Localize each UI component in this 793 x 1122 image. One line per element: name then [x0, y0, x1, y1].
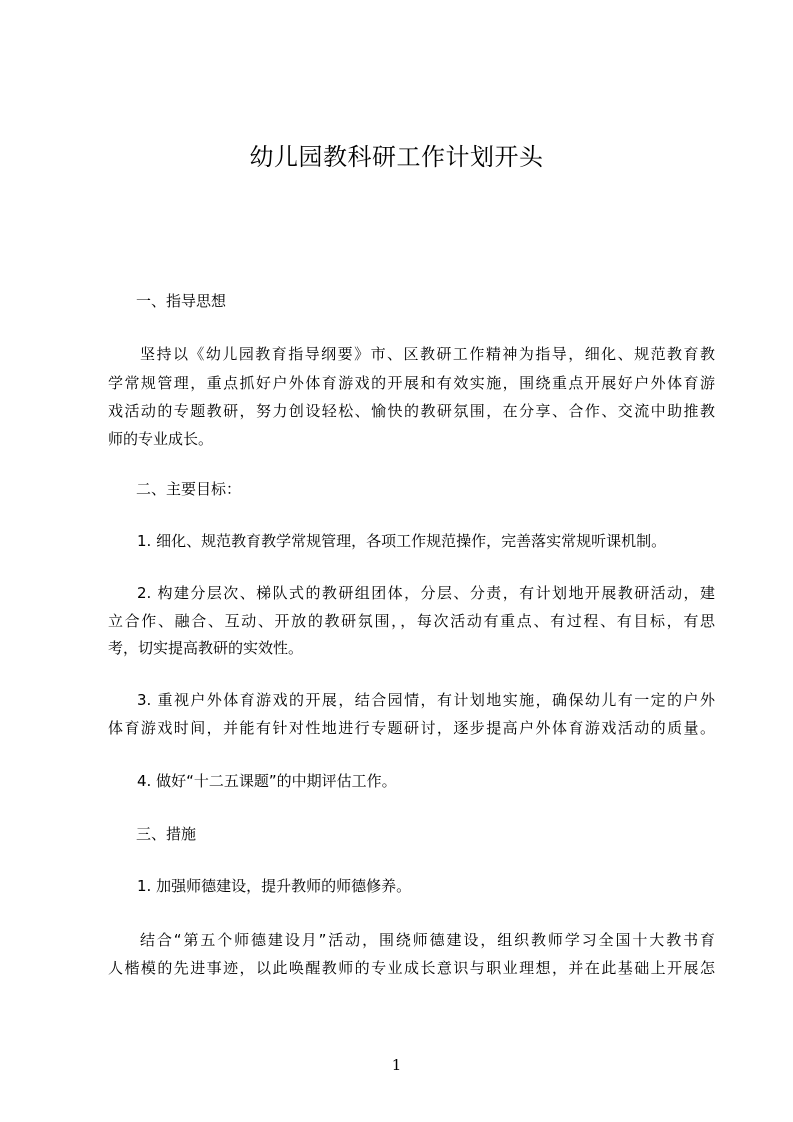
paragraph-line: 学常规管理，重点抓好户外体育游戏的开展和有效实施，围绕重点开展好户外体育游	[108, 374, 715, 392]
measure-item-1-heading: 1. 加强师德建设，提升教师的师德修养。	[137, 877, 412, 895]
section-heading-guiding-ideology: 一、指导思想	[136, 292, 227, 310]
document-title: 幼儿园教科研工作计划开头	[249, 143, 544, 171]
page-number: 1	[391, 1056, 402, 1074]
paragraph-line: 师的专业成长。	[108, 430, 214, 448]
goal-item-4: 4. 做好“十二五课题”的中期评估工作。	[137, 772, 397, 790]
paragraph-line: 结合“第五个师德建设月”活动，围绕师德建设，组织教师学习全国十大教书育	[140, 931, 715, 949]
paragraph-line: 戏活动的专题教研，努力创设轻松、愉快的教研氛围，在分享、合作、交流中助推教	[108, 402, 715, 420]
section-heading-main-goals: 二、主要目标：	[136, 480, 242, 498]
goal-item-3-line: 3. 重视户外体育游戏的开展，结合园情，有计划地实施，确保幼儿有一定的户外	[137, 691, 715, 709]
goal-item-2-line: 2. 构建分层次、梯队式的教研组团体，分层、分责，有计划地开展教研活动，建	[137, 584, 715, 602]
goal-item-2-line: 考，切实提高教研的实效性。	[108, 639, 304, 657]
section-heading-measures: 三、措施	[136, 825, 197, 843]
goal-item-3-line: 体育游戏时间，并能有针对性地进行专题研讨，逐步提高户外体育游戏活动的质量。	[108, 719, 715, 737]
goal-item-1: 1. 细化、规范教育教学常规管理，各项工作规范操作，完善落实常规听课机制。	[137, 532, 667, 550]
goal-item-2-line: 立合作、融合、互动、开放的教研氛围，，每次活动有重点、有过程、有目标，有思	[108, 612, 715, 630]
paragraph-line: 人楷模的先进事迹，以此唤醒教师的专业成长意识与职业理想，并在此基础上开展怎	[108, 959, 715, 977]
paragraph-line: 坚持以《幼儿园教育指导纲要》市、区教研工作精神为指导，细化、规范教育教	[140, 345, 715, 363]
